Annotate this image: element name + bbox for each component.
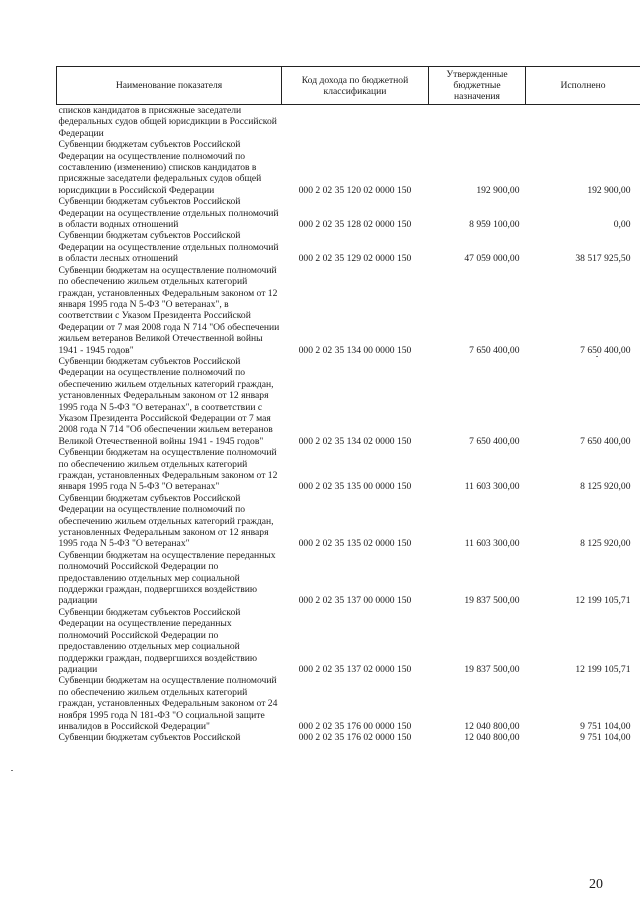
header-name: Наименование показателя (57, 67, 282, 105)
row-executed: 38 517 925,50 (575, 253, 631, 265)
row-executed (526, 105, 640, 140)
row-executed: 12 199 105,71 (575, 595, 631, 607)
row-name: Субвенции бюджетам субъектов Российской Федерации на осуществление отдельных полномочий в области лесных отношений (58, 230, 279, 265)
row-approved: 19 837 500,00 (464, 663, 520, 675)
row-name: Субвенции бюджетам субъектов Российской Федерации на осуществление полномочий по обеспечению жильем отдельных категорий граждан, установленных Федеральным законом от 12 января 1995 года N 5-ФЗ "О ветеранах", в соответствии с Указом Президента Российской Федерации от 7 мая 2008 года N 714 "Об обеспечении жильем ветеранов Великой Отечественной войны 1941 - 1945 годов" (58, 355, 274, 447)
row-approved: 7 650 400,00 (469, 435, 520, 447)
header-executed: Исполнено (526, 67, 640, 105)
table-row (57, 550, 640, 607)
row-code: 000 2 02 35 176 02 0000 150 (298, 732, 412, 744)
row-executed: 7 650 400,00 (580, 344, 631, 356)
scan-speck (11, 770, 13, 771)
row-name: Субвенции бюджетам субъектов Российской Федерации на осуществление переданных полномочий Российской Федерации по предоставлению отдельных мер социальной поддержки граждан, подвергшихся воздействию радиации (58, 606, 258, 675)
header-approved: Утвержденные бюджетные назначения (429, 67, 526, 105)
row-code: 000 2 02 35 128 02 0000 150 (298, 219, 412, 231)
row-executed: 192 900,00 (587, 184, 631, 196)
row-executed: 9 751 104,00 (580, 732, 631, 744)
table-row (57, 105, 640, 140)
row-approved: 11 603 300,00 (464, 481, 520, 493)
table-row (57, 607, 640, 675)
row-code: 000 2 02 35 134 02 0000 150 (298, 435, 412, 447)
row-executed: 0,00 (613, 219, 631, 231)
row-name: Субвенции бюджетам на осуществление переданных полномочий Российской Федерации по предоставлению отдельных мер социальной поддержки граждан, подвергшихся воздействию радиации (58, 549, 276, 607)
table-row (57, 265, 640, 356)
row-executed: 9 751 104,00 (580, 720, 631, 732)
row-code: 000 2 02 35 134 00 0000 150 (298, 344, 412, 356)
row-code: 000 2 02 35 137 00 0000 150 (298, 595, 412, 607)
row-name: списков кандидатов в присяжные заседатели федеральных судов общей юрисдикции в Российской Федерации (58, 105, 277, 139)
page-number: 20 (589, 877, 603, 892)
budget-execution-table (56, 66, 640, 744)
table-row (57, 356, 640, 447)
row-approved: 11 603 300,00 (464, 538, 520, 550)
row-code: 000 2 02 35 135 02 0000 150 (298, 538, 412, 550)
row-executed: 12 199 105,71 (575, 663, 631, 675)
row-name: Субвенции бюджетам на осуществление полномочий по обеспечению жильем отдельных категорий граждан, установленных Федеральным законом от 12 января 1995 года N 5-ФЗ "О ветеранах" (58, 447, 278, 493)
row-executed: 7 650 400,00 (580, 435, 631, 447)
table-row (57, 732, 640, 743)
row-code: 000 2 02 35 135 00 0000 150 (298, 481, 412, 493)
row-name: Субвенции бюджетам на осуществление полномочий по обеспечению жильем отдельных категорий граждан, установленных Федеральным законом от 12 января 1995 года N 5-ФЗ "О ветеранах", в соответствии с Указом Президента Российской Федерации от 7 мая 2008 года N 714 "Об обеспечении жильем ветеранов Великой Отечественной войны 1941 - 1945 годов" (58, 264, 280, 356)
row-name: Субвенции бюджетам субъектов Российской Федерации на осуществление отдельных полномочий в области водных отношений (58, 196, 279, 231)
row-approved (429, 105, 526, 140)
row-approved: 12 040 800,00 (464, 720, 520, 732)
row-name: Субвенции бюджетам субъектов Российской (58, 732, 241, 744)
table-row (57, 230, 640, 264)
row-approved: 8 959 100,00 (469, 219, 520, 231)
row-code: 000 2 02 35 129 02 0000 150 (298, 253, 412, 265)
table-row (57, 139, 640, 196)
row-code: 000 2 02 35 137 02 0000 150 (298, 663, 412, 675)
header-code: Код дохода по бюджетной классификации (282, 67, 429, 105)
row-executed: 8 125 920,00 (580, 538, 631, 550)
row-code (282, 105, 429, 140)
row-name: Субвенции бюджетам на осуществление полномочий по обеспечению жильем отдельных категорий граждан, установленных Федеральным законом от 24 ноября 1995 года N 181-ФЗ "О социальной защите инвалидов в Российской Федерации" (58, 675, 278, 732)
table-header-row (57, 67, 640, 105)
row-approved: 47 059 000,00 (464, 253, 520, 265)
table-row (57, 196, 640, 230)
row-code: 000 2 02 35 120 02 0000 150 (298, 184, 412, 196)
row-approved: 7 650 400,00 (469, 344, 520, 356)
row-name: Субвенции бюджетам субъектов Российской Федерации на осуществление полномочий по обеспечению жильем отдельных категорий граждан, установленных Федеральным законом от 12 января 1995 года N 5-ФЗ "О ветеранах" (58, 492, 274, 550)
scan-speck (596, 356, 598, 357)
table-row (57, 493, 640, 550)
table-row (57, 675, 640, 732)
row-executed: 8 125 920,00 (580, 481, 631, 493)
row-approved: 12 040 800,00 (464, 732, 520, 744)
row-approved: 192 900,00 (476, 184, 520, 196)
table-row (57, 447, 640, 493)
row-approved: 19 837 500,00 (464, 595, 520, 607)
row-code: 000 2 02 35 176 00 0000 150 (298, 720, 412, 732)
row-name: Субвенции бюджетам субъектов Российской Федерации на осуществление полномочий по составлению (изменению) списков кандидатов в присяжные заседатели федеральных судов общей юрисдикции в Российской Федерации (58, 139, 262, 196)
